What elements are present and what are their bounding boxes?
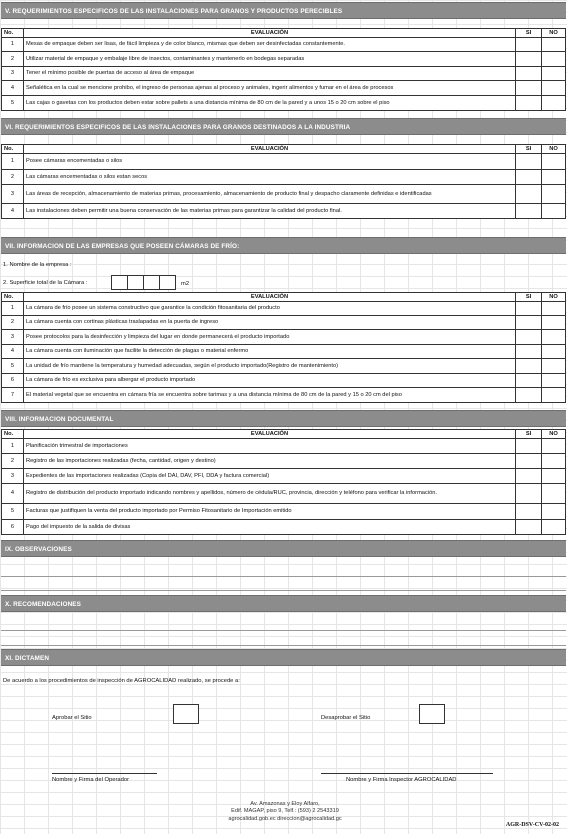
si-cell[interactable] [516, 469, 542, 484]
document-code: AGR-DSV-CV-02-02 [505, 822, 559, 828]
table-row: 3 Expedientes de las importaciones realizadas (Copia del DAI, DAV, PFI, DDA y factura comercial) [2, 469, 566, 484]
si-cell[interactable] [516, 81, 542, 96]
no-cell[interactable] [542, 484, 566, 504]
table-row: 4 Las instalaciones deben permitir una buena conservación de las materias primas para garantizar la calidad del producto final. [2, 204, 566, 219]
col-si: SI [516, 29, 542, 38]
si-cell[interactable] [516, 454, 542, 469]
table-row: 1 Mesas de empaque deben ser lisas, de fácil limpieza y de color blanco, mismas que deben ser desinfectadas constantemente. [2, 38, 566, 52]
si-cell[interactable] [516, 345, 542, 359]
si-cell[interactable] [516, 316, 542, 330]
surface-unit: m2 [181, 281, 190, 287]
col-no: No. [2, 29, 24, 38]
table-row: 6 Pago del impuesto de la salida de divisas [2, 520, 566, 535]
no-cell[interactable] [542, 316, 566, 330]
no-cell[interactable] [542, 374, 566, 388]
col-no-answer: NO [542, 293, 566, 302]
observations-line[interactable] [1, 590, 566, 591]
disapprove-checkbox[interactable] [419, 704, 445, 724]
col-no-answer: NO [542, 145, 566, 154]
inspector-signature-label: Nombre y Firma Inspector AGROCALIDAD [346, 777, 457, 783]
dictamen-intro: De acuerdo a los procedimientos de inspección de AGROCALIDAD realizado, se procede a: [3, 678, 240, 684]
section-10-header: X. RECOMENDACIONES [1, 595, 566, 612]
col-no: No. [2, 145, 24, 154]
section-9-header: IX. OBSERVACIONES [1, 540, 566, 557]
col-si: SI [516, 145, 542, 154]
recommendations-line[interactable] [1, 630, 566, 631]
no-cell[interactable] [542, 96, 566, 111]
no-cell[interactable] [542, 67, 566, 81]
table-row: 3 Posee protocolos para la desinfección y limpieza del lugar en donde permanecerá el producto importado [2, 330, 566, 345]
surface-label: 2. Superficie total de la Cámara : [3, 280, 88, 286]
no-cell[interactable] [542, 185, 566, 204]
table-row: 3 Tener el mínimo posible de puertas de acceso al área de empaque [2, 67, 566, 81]
col-evaluation: EVALUACIÓN [24, 293, 516, 302]
no-cell[interactable] [542, 504, 566, 520]
surface-digit-box[interactable] [159, 275, 176, 290]
si-cell[interactable] [516, 67, 542, 81]
no-cell[interactable] [542, 81, 566, 96]
table-row: 2 Las cámaras encementadas o silos estan secos [2, 170, 566, 185]
table-row: 6 La cámara de frío es exclusiva para albergar el producto importado [2, 374, 566, 388]
section-8-header: VIII. INFORMACION DOCUMENTAL [1, 410, 566, 427]
table-row: 5 Facturas que justifiquen la venta del producto importado por Permiso Fitosanitario de Importación emitido [2, 504, 566, 520]
table-row: 5 La unidad de frío mantiene la temperatura y humedad adecuadas, según el producto importado(Registro de mantenimiento) [2, 359, 566, 374]
disapprove-label: Desaprobar el Sitio [321, 715, 371, 721]
si-cell[interactable] [516, 204, 542, 219]
operator-signature-line[interactable] [52, 773, 157, 774]
si-cell[interactable] [516, 302, 542, 316]
table-row: 1 Posee cámaras encementadas o silos [2, 154, 566, 170]
si-cell[interactable] [516, 52, 542, 67]
si-cell[interactable] [516, 359, 542, 374]
section-5-header: V. REQUERIMIENTOS ESPECIFICOS DE LAS INSTALACIONES PARA GRANOS Y PRODUCTOS PERECIBLES [1, 2, 566, 19]
no-cell[interactable] [542, 302, 566, 316]
approve-label: Aprobar el Sitio [52, 715, 92, 721]
col-no: No. [2, 293, 24, 302]
section-11-header: XI. DICTAMEN [1, 649, 566, 666]
no-cell[interactable] [542, 170, 566, 185]
no-cell[interactable] [542, 520, 566, 535]
table-row: 1 Planificación trimestral de importaciones [2, 439, 566, 454]
col-no-answer: NO [542, 29, 566, 38]
surface-digit-box[interactable] [111, 275, 128, 290]
no-cell[interactable] [542, 204, 566, 219]
table-row: 7 El material vegetal que se encuentra en cámara fría se encuentra sobre tarimas y a una distancia mínima de 80 cm de la pared y 15 o 20 cm del piso [2, 388, 566, 403]
col-no: No. [2, 430, 24, 439]
table-row: 4 Señalética en la cual se mencione prohibo, el ingreso de personas ajenas al proceso y animales, ingerir alimentos y fumar en el área de procesos [2, 81, 566, 96]
footer-address: Av. Amazonas y Eloy Alfaro, Edif. MAGAP, piso 9, Telf.: (593) 2 2543319 agrocalidad.gob.ec direccion@agrocalidad.gc [228, 801, 342, 822]
no-cell[interactable] [542, 359, 566, 374]
approve-checkbox[interactable] [173, 704, 199, 724]
section-6-header: VI. REQUERIMIENTOS ESPECIFICOS DE LAS INSTALACIONES PARA GRANOS DESTINADOS A LA INDUSTRIA [1, 118, 566, 135]
no-cell[interactable] [542, 454, 566, 469]
no-cell[interactable] [542, 345, 566, 359]
table-row: 2 La cámara cuenta con cortinas plásticas traslapadas en la puerta de ingreso [2, 316, 566, 330]
section-6-table [1, 144, 566, 219]
no-cell[interactable] [542, 38, 566, 52]
col-evaluation: EVALUACIÓN [24, 29, 516, 38]
si-cell[interactable] [516, 38, 542, 52]
si-cell[interactable] [516, 374, 542, 388]
si-cell[interactable] [516, 170, 542, 185]
no-cell[interactable] [542, 330, 566, 345]
si-cell[interactable] [516, 330, 542, 345]
surface-digit-box[interactable] [127, 275, 144, 290]
si-cell[interactable] [516, 484, 542, 504]
no-cell[interactable] [542, 469, 566, 484]
col-no-answer: NO [542, 430, 566, 439]
surface-digit-box[interactable] [143, 275, 160, 290]
table-row: 4 La cámara cuenta con iluminación que facilite la detección de plagas o material enfermo [2, 345, 566, 359]
si-cell[interactable] [516, 504, 542, 520]
no-cell[interactable] [542, 388, 566, 403]
table-row: 5 Las cajas o gavetas con los productos deben estar sobre pallets a una distancia mínima de 80 cm de la pared y a unos 15 o 20 cm sobre el piso [2, 96, 566, 111]
no-cell[interactable] [542, 439, 566, 454]
si-cell[interactable] [516, 520, 542, 535]
no-cell[interactable] [542, 52, 566, 67]
no-cell[interactable] [542, 154, 566, 170]
col-evaluation: EVALUACIÓN [24, 145, 516, 154]
table-row: 3 Las áreas de recepción, almacenamiento de materias primas, procesamiento, almacenamiento de producto final y despacho claramente definidas e identificadas [2, 185, 566, 204]
table-row: 4 Registro de distribución del producto importado indicando nombres y apellidos, número de cédula/RUC, provincia, dirección y teléfono para verificar la información. [2, 484, 566, 504]
section-7-header: VII. INFORMACION DE LAS EMPRESAS QUE POSEEN CÁMARAS DE FRÍO: [1, 237, 566, 254]
table-row: 2 Registro de las importaciones realizadas (fecha, cantidad, origen y destino) [2, 454, 566, 469]
col-si: SI [516, 430, 542, 439]
company-name-label: 1. Nombre de la empresa : [3, 262, 72, 268]
operator-signature-label: Nombre y Firma del Operador [52, 777, 129, 783]
section-7-table [1, 292, 566, 403]
inspector-signature-line[interactable] [321, 773, 493, 774]
si-cell[interactable] [516, 96, 542, 111]
col-si: SI [516, 293, 542, 302]
si-cell[interactable] [516, 439, 542, 454]
si-cell[interactable] [516, 185, 542, 204]
si-cell[interactable] [516, 388, 542, 403]
recommendations-line[interactable] [1, 645, 566, 646]
col-evaluation: EVALUACIÓN [24, 430, 516, 439]
table-row: 2 Utilizar material de empaque y embalaje libre de insectos, contaminantes y mantenerlo en bodegas separadas [2, 52, 566, 67]
si-cell[interactable] [516, 154, 542, 170]
section-5-table [1, 28, 566, 111]
section-8-table [1, 429, 566, 535]
observations-line[interactable] [1, 576, 566, 577]
table-row: 1 La cámara de frío posee un sistema constructivo que garantice la condición fitosanitaria del producto [2, 302, 566, 316]
